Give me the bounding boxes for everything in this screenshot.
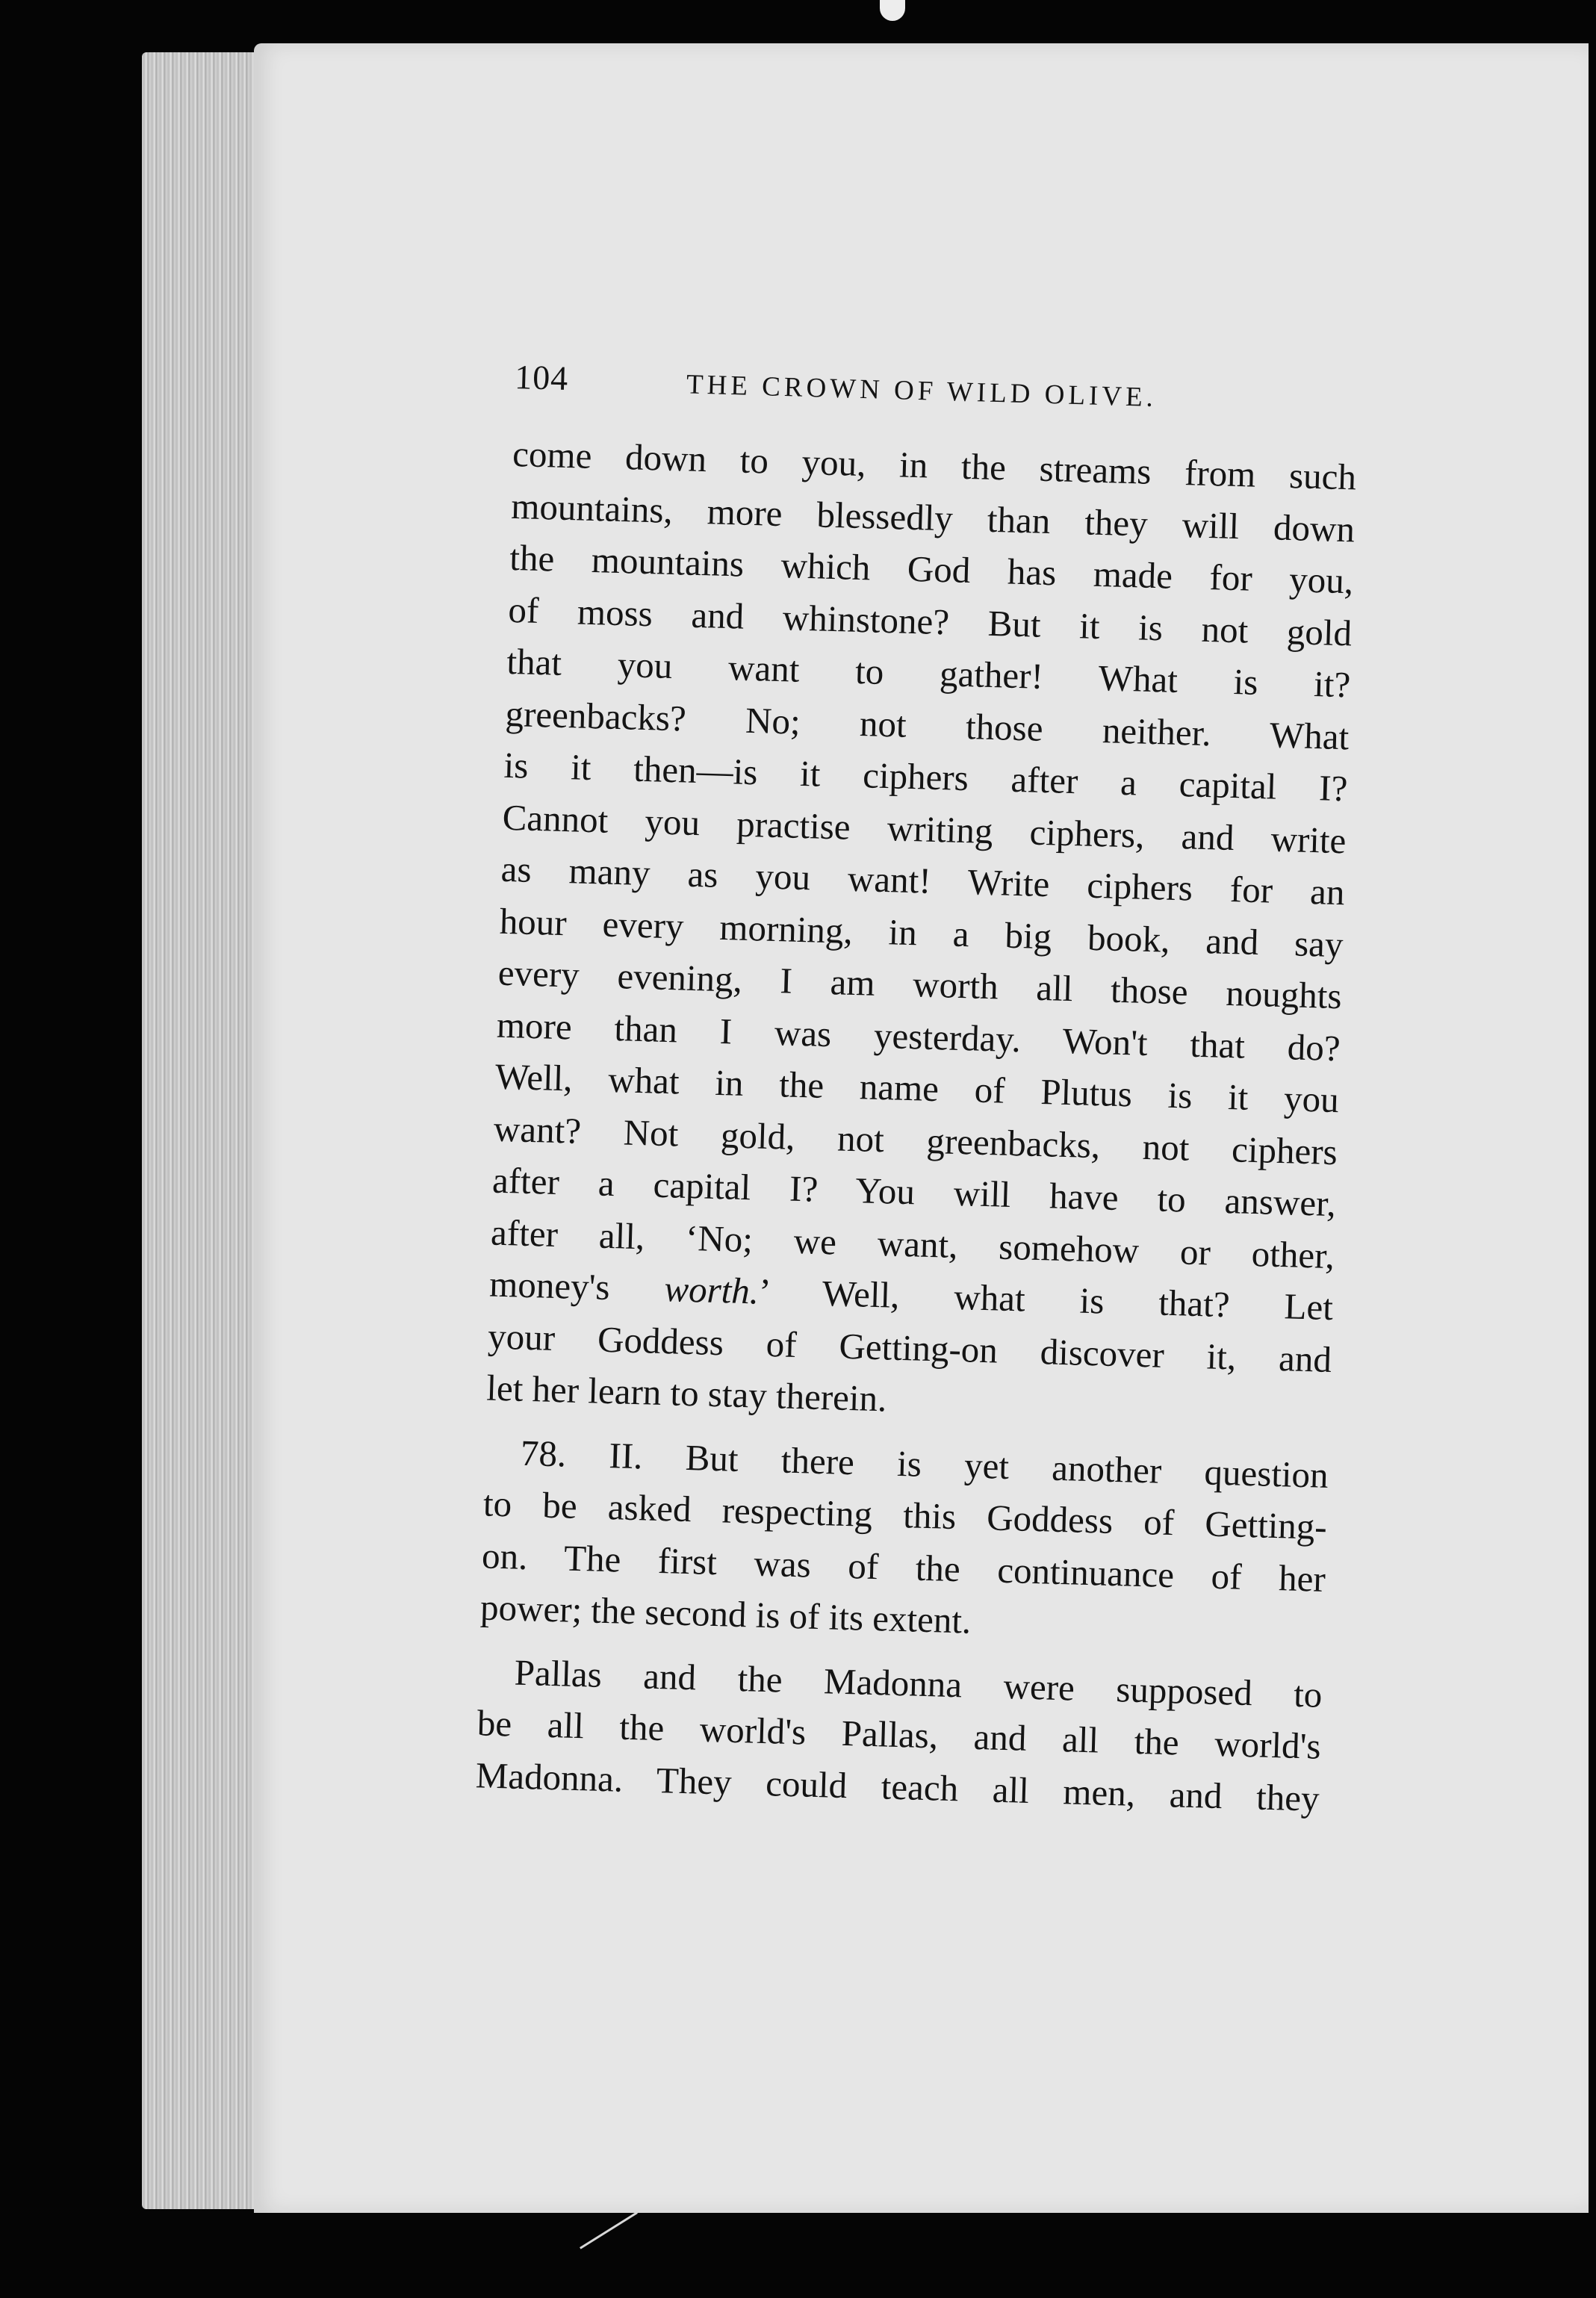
- page-content: [475, 357, 1397, 1825]
- text-line: come down to you, in the streams from such: [512, 432, 1357, 498]
- text-line: your Goddess of Getting-on discover it, and: [487, 1314, 1332, 1380]
- book-page-edges: [142, 52, 261, 2209]
- text-line: Cannot you practise writing ciphers, and write: [502, 796, 1347, 861]
- paragraph-3: [475, 1645, 1360, 1825]
- text-line: after all, ‘No; we want, somehow or other,: [490, 1211, 1335, 1276]
- text-line: want? Not gold, not greenbacks, not ciphers: [493, 1108, 1338, 1173]
- italic-word: worth.: [663, 1268, 760, 1312]
- scan-speck: [880, 0, 905, 21]
- text-line: hour every morning, in a big book, and say: [499, 900, 1344, 965]
- text-line: Well, what in the name of Plutus is it you: [494, 1055, 1340, 1121]
- scan-scratch: [580, 2211, 638, 2249]
- text-line: 78. II. But there is yet another question: [520, 1432, 1329, 1496]
- text-line: of moss and whinstone? But it is not gold: [507, 589, 1353, 653]
- text-line: every evening, I am worth all those noughts: [497, 951, 1343, 1017]
- text-line: after a capital I? You will have to answer,: [491, 1159, 1337, 1225]
- text-line: Pallas and the Madonna were supposed to: [514, 1651, 1323, 1715]
- text-line: that you want to gather! What is it?: [506, 640, 1351, 706]
- text-line: more than I was yesterday. Won't that do?: [496, 1004, 1341, 1069]
- running-title: THE CROWN OF WILD OLIVE.: [686, 369, 1158, 413]
- text-line: on. The first was of the continuance of her: [481, 1534, 1326, 1600]
- text-line: power; the second is of its extent.: [479, 1586, 972, 1642]
- paragraph-1: [485, 428, 1394, 1438]
- page-number: 104: [514, 357, 569, 397]
- book-page: [254, 43, 1589, 2213]
- paragraph-2: [479, 1426, 1366, 1658]
- text-line: the mountains which God has made for you,: [509, 536, 1354, 602]
- text-line: is it then—is it ciphers after a capital I?: [503, 744, 1349, 810]
- text-line: mountains, more blessedly than they will down: [510, 485, 1356, 550]
- text-line: be all the world's Pallas, and all the world's: [476, 1702, 1322, 1767]
- text-run: ’ Well, what is that? Let: [758, 1270, 1334, 1329]
- text-line: Madonna. They could teach all men, and they: [475, 1754, 1320, 1819]
- text-line: let her learn to stay therein.: [485, 1367, 888, 1420]
- text-run: money's: [488, 1263, 665, 1310]
- text-line: to be asked respecting this Goddess of Getting-: [482, 1482, 1328, 1547]
- text-line: greenbacks? No; not those neither. What: [504, 692, 1350, 757]
- running-head: [515, 357, 1397, 421]
- text-line: as many as you want! Write ciphers for an: [500, 848, 1346, 913]
